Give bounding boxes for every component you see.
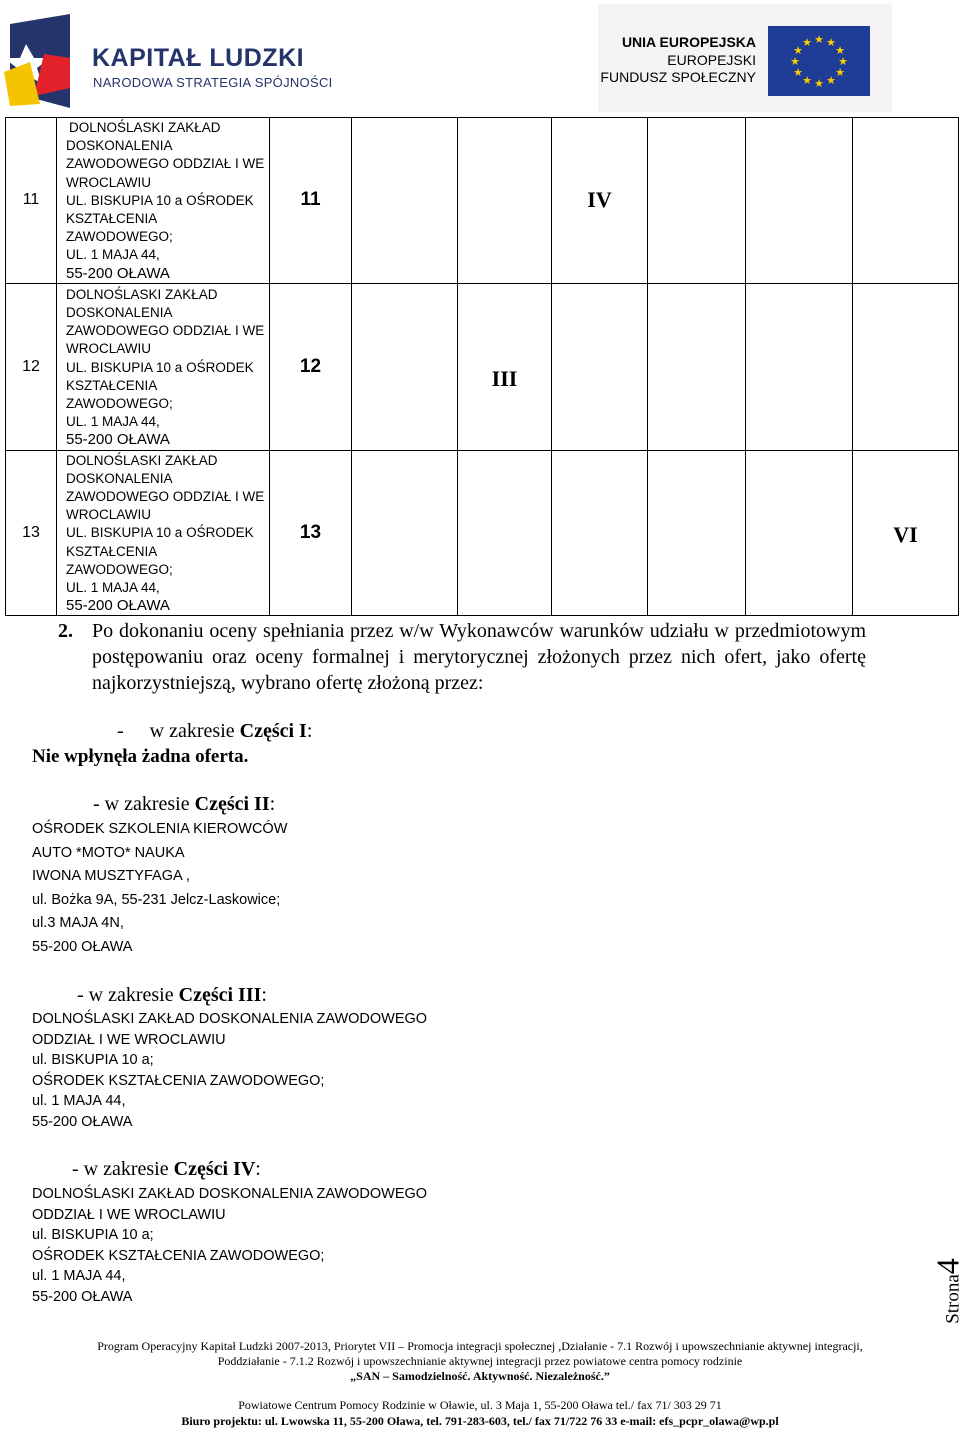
contractor-name: DOLNOŚLASKI ZAKŁAD DOSKONALENIA ZAWODOWEGO ODDZIAŁ I WE WROCLAWIU UL. BISKUPIA 10 a OŚRODEK KSZTAŁCENIA ZAWODOWEGO; UL. 1 MAJA 44, 55-200 OŁAWA — [57, 283, 270, 450]
table-row — [6, 118, 959, 284]
eu-logo-line2: EUROPEJSKI — [667, 52, 756, 68]
paragraph-text: Po dokonaniu oceny spełniania przez w/w Wykonawców warunków udziału w przedmiotowym postępowaniu oraz oceny formalnej i merytorycznej złożonych przez nich ofert, jako ofertę najkorzystniejszą, wybrano ofertę złożoną przez: — [92, 620, 866, 694]
svg-text:★: ★ — [835, 66, 845, 79]
svg-text:★: ★ — [802, 74, 812, 87]
page-number-label — [929, 1250, 966, 1332]
kapital-ludzki-logo — [4, 14, 334, 110]
part-mark: IV — [552, 118, 648, 284]
svg-text:★: ★ — [814, 77, 824, 90]
part-4-heading: - w zakresie Części IV: — [72, 1158, 261, 1180]
footer-subaction-line: Poddziałanie - 7.1.2 Rozwój i upowszechnianie aktywnej integracji przez powiatowe centra pomocy rodzinie — [217, 1354, 743, 1368]
page-label-number: 4 — [929, 1258, 966, 1275]
footer-project-office: Biuro projektu: ul. Lwowska 11, 55-200 Oława, tel. 791-283-603, tel./ fax 71/722 76 33 e-mail: efs_pcpr_olawa@wp.pl — [181, 1414, 779, 1428]
svg-text:★: ★ — [814, 33, 824, 46]
footer-program-line: Program Operacyjny Kapitał Ludzki 2007-2013, Priorytet VII – Promocja integracji społecznej ,Działanie - 7.1 Rozwój i upowszechnianie aktywnej integracji, — [97, 1339, 863, 1353]
offer-number: 11 — [270, 118, 352, 284]
row-number: 12 — [6, 283, 57, 450]
contractor-name: DOLNOŚLASKI ZAKŁAD DOSKONALENIA ZAWODOWEGO ODDZIAŁ I WE WROCLAWIU UL. BISKUPIA 10 a OŚRODEK KSZTAŁCENIA ZAWODOWEGO; UL. 1 MAJA 44, 55-200 OŁAWA — [57, 118, 270, 284]
part-4-address: DOLNOŚLASKI ZAKŁAD DOSKONALENIA ZAWODOWEGO ODDZIAŁ I WE WROCLAWIU ul. BISKUPIA 10 a; OŚRODEK KSZTAŁCENIA ZAWODOWEGO; ul. 1 MAJA 44, 55-200 OŁAWA — [32, 1186, 428, 1305]
eu-flag-icon — [768, 26, 870, 96]
part-mark: VI — [853, 450, 959, 616]
part-1-heading: - w zakresie Części I: — [117, 720, 313, 742]
svg-text:★: ★ — [802, 36, 812, 49]
logo-title: KAPITAŁ LUDZKI — [92, 44, 305, 72]
svg-text:★: ★ — [790, 55, 800, 68]
eu-efs-logo — [598, 4, 892, 112]
part-2-heading: - w zakresie Części II: — [93, 793, 276, 815]
logo-subtitle: NARODOWA STRATEGIA SPÓJNOŚCI — [93, 75, 333, 90]
part-3-heading: - w zakresie Części III: — [77, 984, 267, 1006]
part-2-address: OŚRODEK SZKOLENIA KIEROWCÓW AUTO *MOTO* NAUKA IWONA MUSZTYFAGA , ul. Bożka 9A, 55-231 Jelcz-Laskowice; ul.3 MAJA 4N, 55-200 OŁAWA — [32, 821, 288, 955]
table-row — [6, 283, 959, 450]
svg-text:★: ★ — [835, 44, 845, 57]
part-mark: III — [458, 283, 552, 450]
svg-text:★: ★ — [793, 44, 803, 57]
svg-text:★: ★ — [793, 66, 803, 79]
svg-text:★: ★ — [838, 55, 848, 68]
contractor-name: DOLNOŚLASKI ZAKŁAD DOSKONALENIA ZAWODOWEGO ODDZIAŁ I WE WROCLAWIU UL. BISKUPIA 10 a OŚRODEK KSZTAŁCENIA ZAWODOWEGO; UL. 1 MAJA 44, 55-200 OŁAWA — [57, 450, 270, 616]
paragraph-number: 2. — [58, 620, 73, 642]
results-table — [5, 117, 959, 616]
svg-text:★: ★ — [826, 74, 836, 87]
part-3-address: DOLNOŚLASKI ZAKŁAD DOSKONALENIA ZAWODOWEGO ODDZIAŁ I WE WROCLAWIU ul. BISKUPIA 10 a; OŚRODEK KSZTAŁCENIA ZAWODOWEGO; ul. 1 MAJA 44, 55-200 OŁAWA — [32, 1011, 428, 1130]
eu-logo-line1: UNIA EUROPEJSKA — [621, 34, 756, 50]
page-label-word: Strona — [942, 1274, 964, 1324]
part-1-result: Nie wpłynęła żadna oferta. — [32, 746, 249, 767]
table-row — [6, 450, 959, 616]
offer-number: 13 — [270, 450, 352, 616]
row-number: 13 — [6, 450, 57, 616]
eu-logo-line3: FUNDUSZ SPOŁECZNY — [600, 69, 756, 85]
svg-text:★: ★ — [826, 36, 836, 49]
footer-project-name: „SAN – Samodzielność. Aktywność. Niezależność.” — [350, 1369, 610, 1383]
footer-pcpr-address: Powiatowe Centrum Pomocy Rodzinie w Oławie, ul. 3 Maja 1, 55-200 Oława tel./ fax 71/ 303 29 71 — [238, 1398, 722, 1412]
row-number: 11 — [6, 118, 57, 284]
offer-number: 12 — [270, 283, 352, 450]
decision-paragraph — [58, 618, 866, 696]
